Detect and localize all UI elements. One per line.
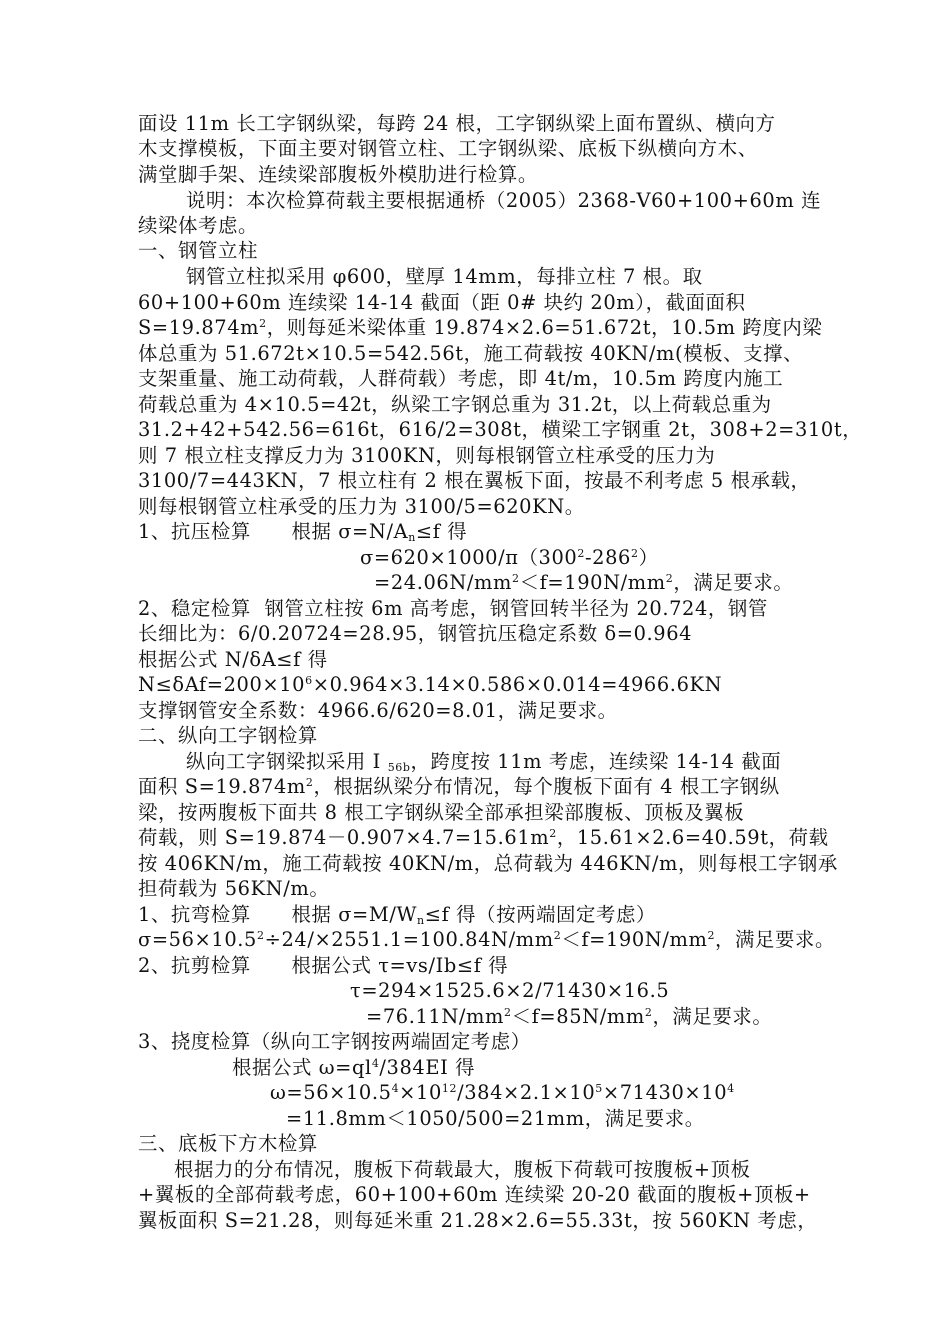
text-line: $\sigma=620\times 1000/\pi(300^2-286^2)$: [360, 546, 659, 569]
text-line: 满堂脚手架、连续梁部腹板外模肋进行检算。: [138, 163, 538, 186]
text-line: 3100/7=443KN，7 根立柱有 2 根在翼板下面，按最不利考虑 5 根承载，: [138, 469, 811, 492]
text-line: $S=19.874m^2$，则每延米梁体重 19.874×2.6=51.672t，10.5m 跨度内梁: [138, 316, 823, 339]
text-line: 1、抗压检算 根据 $\sigma=N/A_n\le f$ 得: [138, 520, 468, 544]
text-line: 三、底板下方木检算: [138, 1132, 318, 1155]
text-line: 荷载总重为 4×10.5=42t，纵梁工字钢总重为 31.2t，以上荷载总重为: [138, 393, 772, 416]
text-line: 木支撑模板，下面主要对钢管立柱、工字钢纵梁、底板下纵横向方木、: [138, 137, 758, 160]
text-line: 支架重量、施工动荷载，人群荷载）考虑，即 4t/m，10.5m 跨度内施工: [138, 367, 784, 390]
text-line: $=76.11N/mm^2<f=85N/mm^2$，满足要求。: [366, 1005, 773, 1028]
text-line: 根据公式 N/δA≤f 得: [138, 648, 328, 671]
text-line: 面积 $S=19.874m^2$，根据纵梁分布情况，每个腹板下面有 4 根工字钢纵: [138, 775, 780, 798]
text-line: 梁，按两腹板下面共 8 根工字钢纵梁全部承担梁部腹板、顶板及翼板: [138, 801, 745, 824]
text-line: 翼板面积 S=21.28，则每延米重 21.28×2.6=55.33t，按 560KN 考虑，: [138, 1209, 818, 1232]
text-line: =11.8mm＜1050/500=21mm，满足要求。: [286, 1107, 705, 1130]
text-line: 则每根钢管立柱承受的压力为 3100/5=620KN。: [138, 495, 585, 518]
text-line: 60+100+60m 连续梁 14-14 截面（距 0# 块约 20m），截面面积: [138, 291, 746, 314]
text-line: +翼板的全部荷载考虑，60+100+60m 连续梁 20-20 截面的腹板+顶板+: [138, 1183, 811, 1206]
text-line: 二、纵向工字钢检算: [138, 724, 318, 747]
text-line: 纵向工字钢梁拟采用 I $_{56b}$，跨度按 11m 考虑，连续梁 14-14 截面: [186, 750, 782, 774]
text-line: $N\le\delta Af=200\times 10^6\times 0.964\times 3.14\times 0.586\times 0.014=4966.6KN$: [138, 673, 723, 696]
text-line: $\omega=56\times 10.5^4\times 10^{12}/384\times 2.1\times 10^5\times 71430\times 10^4$: [270, 1081, 735, 1104]
text-line: 续梁体考虑。: [138, 214, 258, 237]
text-line: 根据力的分布情况，腹板下荷载最大，腹板下荷载可按腹板+顶板: [174, 1158, 751, 1181]
text-line: 根据公式 $\omega=ql^4/384EI$ 得: [232, 1056, 476, 1079]
text-line: 荷载，则 $S=19.874-0.907\times 4.7=15.61m^2$，15.61×2.6=40.59t，荷载: [138, 826, 829, 849]
text-line: 说明：本次检算荷载主要根据通桥（2005）2368-V60+100+60m 连: [186, 189, 822, 212]
text-line: 则 7 根立柱支撑反力为 3100KN，则每根钢管立柱承受的压力为: [138, 444, 716, 467]
text-line: 钢管立柱拟采用 φ600，壁厚 14mm，每排立柱 7 根。取: [186, 265, 703, 288]
text-line: 体总重为 51.672t×10.5=542.56t，施工荷载按 40KN/m(模板、支撑、: [138, 342, 804, 365]
text-line: 3、挠度检算（纵向工字钢按两端固定考虑）: [138, 1030, 531, 1053]
text-line: 面设 11m 长工字钢纵梁，每跨 24 根，工字钢纵梁上面布置纵、横向方: [138, 112, 776, 135]
text-line: $=24.06N/mm^2<f=190N/mm^2$，满足要求。: [374, 571, 794, 594]
text-line: τ=294×1525.6×2/71430×16.5: [350, 979, 670, 1002]
text-line: $\sigma=56\times 10.5^2\div 24/\times 2551.1=100.84N/mm^2<f=190N/mm^2$，满足要求。: [138, 928, 835, 951]
text-line: 2、抗剪检算 根据公式 τ=vs/Ib≤f 得: [138, 954, 509, 977]
text-line: 长细比为：6/0.20724=28.95，钢管抗压稳定系数 δ=0.964: [138, 622, 693, 645]
text-line: 1、抗弯检算 根据 $\sigma=M/W_n\le f$ 得（按两端固定考虑）: [138, 903, 657, 927]
text-line: 31.2+42+542.56=616t，616/2=308t，横梁工字钢重 2t，308+2=310t，: [138, 418, 863, 441]
text-line: 支撑钢管安全系数：4966.6/620=8.01，满足要求。: [138, 699, 618, 722]
text-line: 一、钢管立柱: [138, 239, 258, 262]
text-line: 按 406KN/m，施工荷载按 40KN/m，总荷载为 446KN/m，则每根工字钢承: [138, 852, 838, 875]
text-line: 2、稳定检算 钢管立柱按 6m 高考虑，钢管回转半径为 20.724，钢管: [138, 597, 768, 620]
text-line: 担荷载为 56KN/m。: [138, 877, 330, 900]
